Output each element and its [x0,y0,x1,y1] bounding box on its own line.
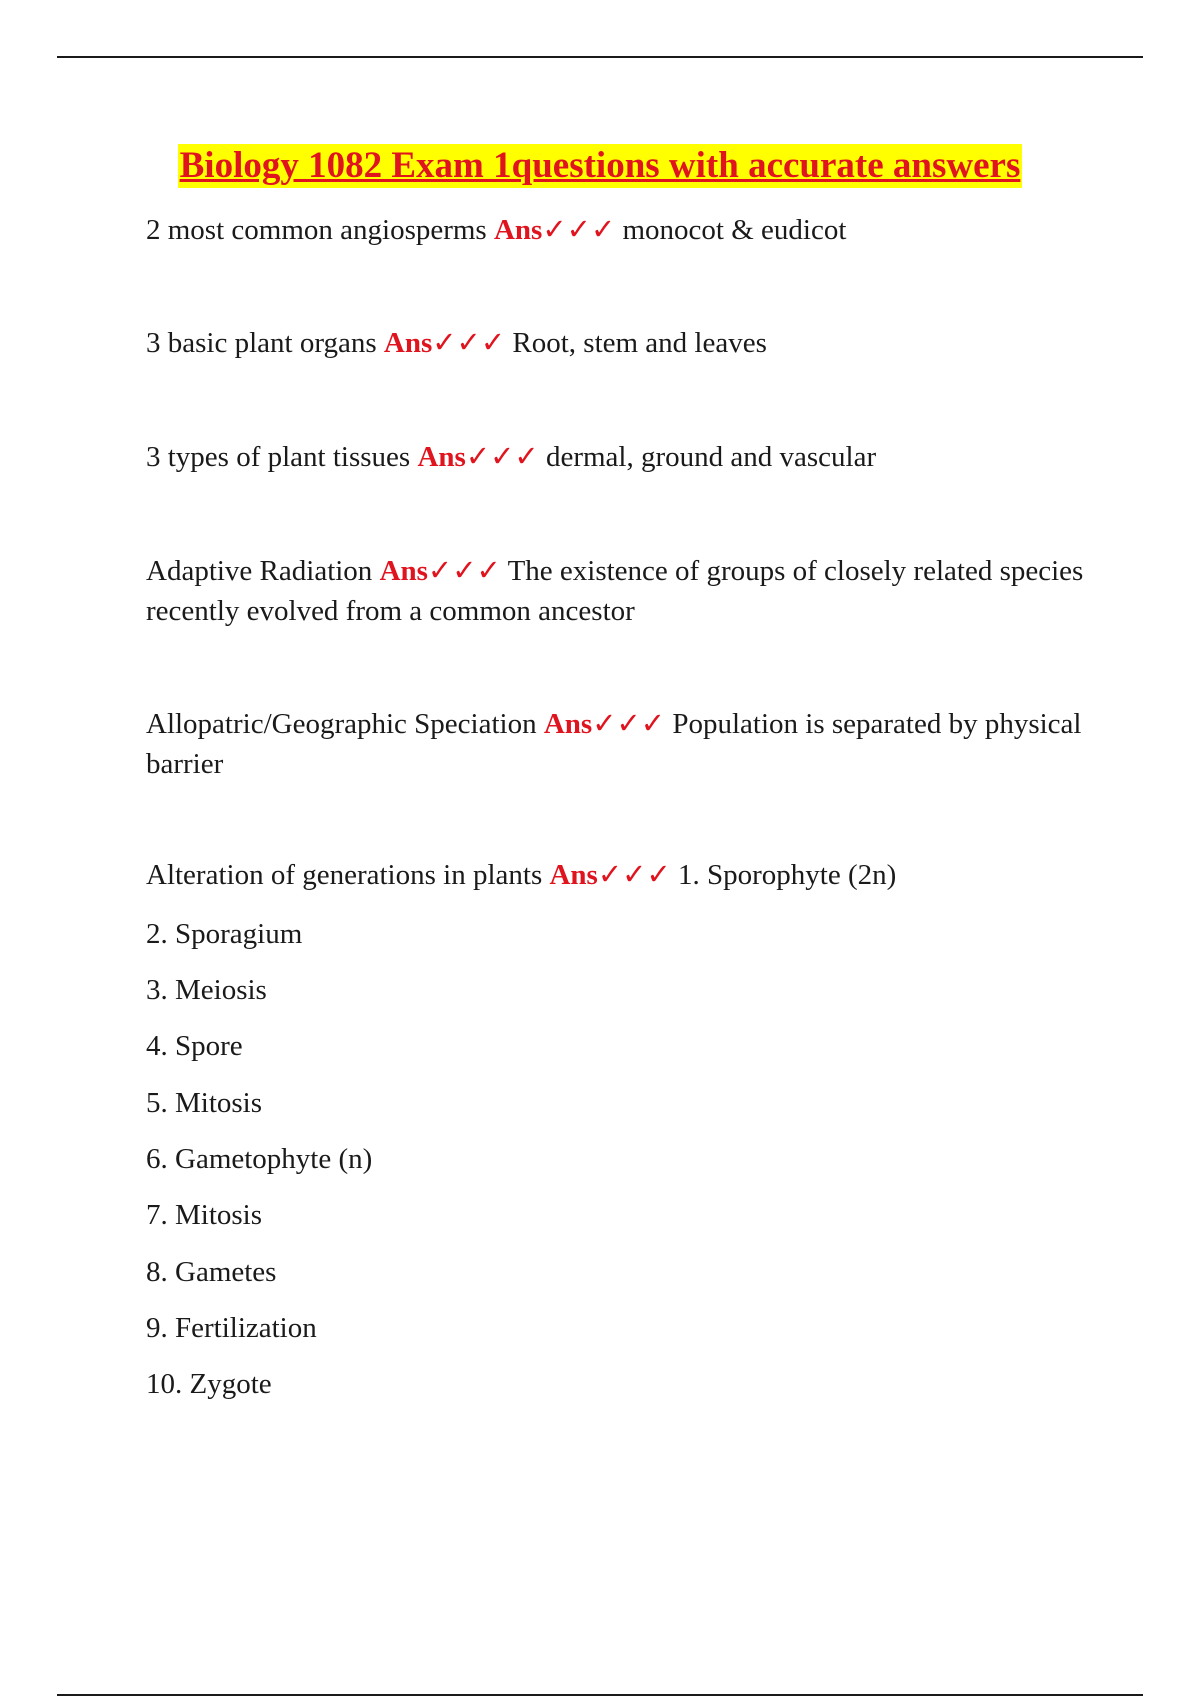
qa-item [146,551,1096,631]
check-marks-icon: ✓✓✓ [597,859,671,891]
answer-text: 1. Sporophyte (2n) [678,859,897,891]
question-text: Adaptive Radiation [146,555,373,587]
qa-item [146,704,1096,784]
list-item: 3. Meiosis [146,974,267,1006]
check-marks-icon: ✓✓✓ [427,555,501,587]
document-title: Biology 1082 Exam 1questions with accurate answers [179,145,1021,186]
check-marks-icon: ✓✓✓ [542,214,616,246]
question-text: 3 types of plant tissues [146,441,411,473]
answer-label: Ans [549,859,598,891]
answer-label: Ans [379,555,428,587]
answer-label: Ans [383,327,433,359]
check-marks-icon: ✓✓✓ [432,327,506,359]
answer-text: dermal, ground and vascular [545,441,877,473]
list-item: 5. Mitosis [146,1087,263,1119]
qa-item [146,210,1096,250]
list-item: 7. Mitosis [146,1199,263,1231]
qa-item [146,437,1096,477]
list-item: 2. Sporagium [146,918,303,950]
question-text: 2 most common angiosperms [146,214,487,246]
footer-rule [57,1694,1143,1696]
list-item: 6. Gametophyte (n) [146,1143,373,1175]
qa-item [146,323,1096,363]
answer-text: Root, stem and leaves [512,327,767,359]
answer-label: Ans [493,214,543,246]
list-item: 4. Spore [146,1030,243,1062]
question-text: Allopatric/Geographic Speciation [146,708,537,740]
answer-text: The existence of groups of closely related species recently evolved from a common ancestor [146,555,1084,627]
question-text: 3 basic plant organs [146,327,377,359]
list-item: 8. Gametes [146,1256,277,1288]
check-marks-icon: ✓✓✓ [465,441,539,473]
answer-label: Ans [543,708,593,740]
qa-item [146,855,1096,895]
header-rule [57,56,1143,58]
question-text: Alteration of generations in plants [146,859,543,891]
title-container [0,144,1200,188]
list-item: 9. Fertilization [146,1312,317,1344]
answer-text: Population is separated by physical barrier [146,708,1082,780]
answer-label: Ans [417,441,466,473]
list-item: 10. Zygote [146,1368,272,1400]
check-marks-icon: ✓✓✓ [592,708,666,740]
answer-text: monocot & eudicot [622,214,847,246]
